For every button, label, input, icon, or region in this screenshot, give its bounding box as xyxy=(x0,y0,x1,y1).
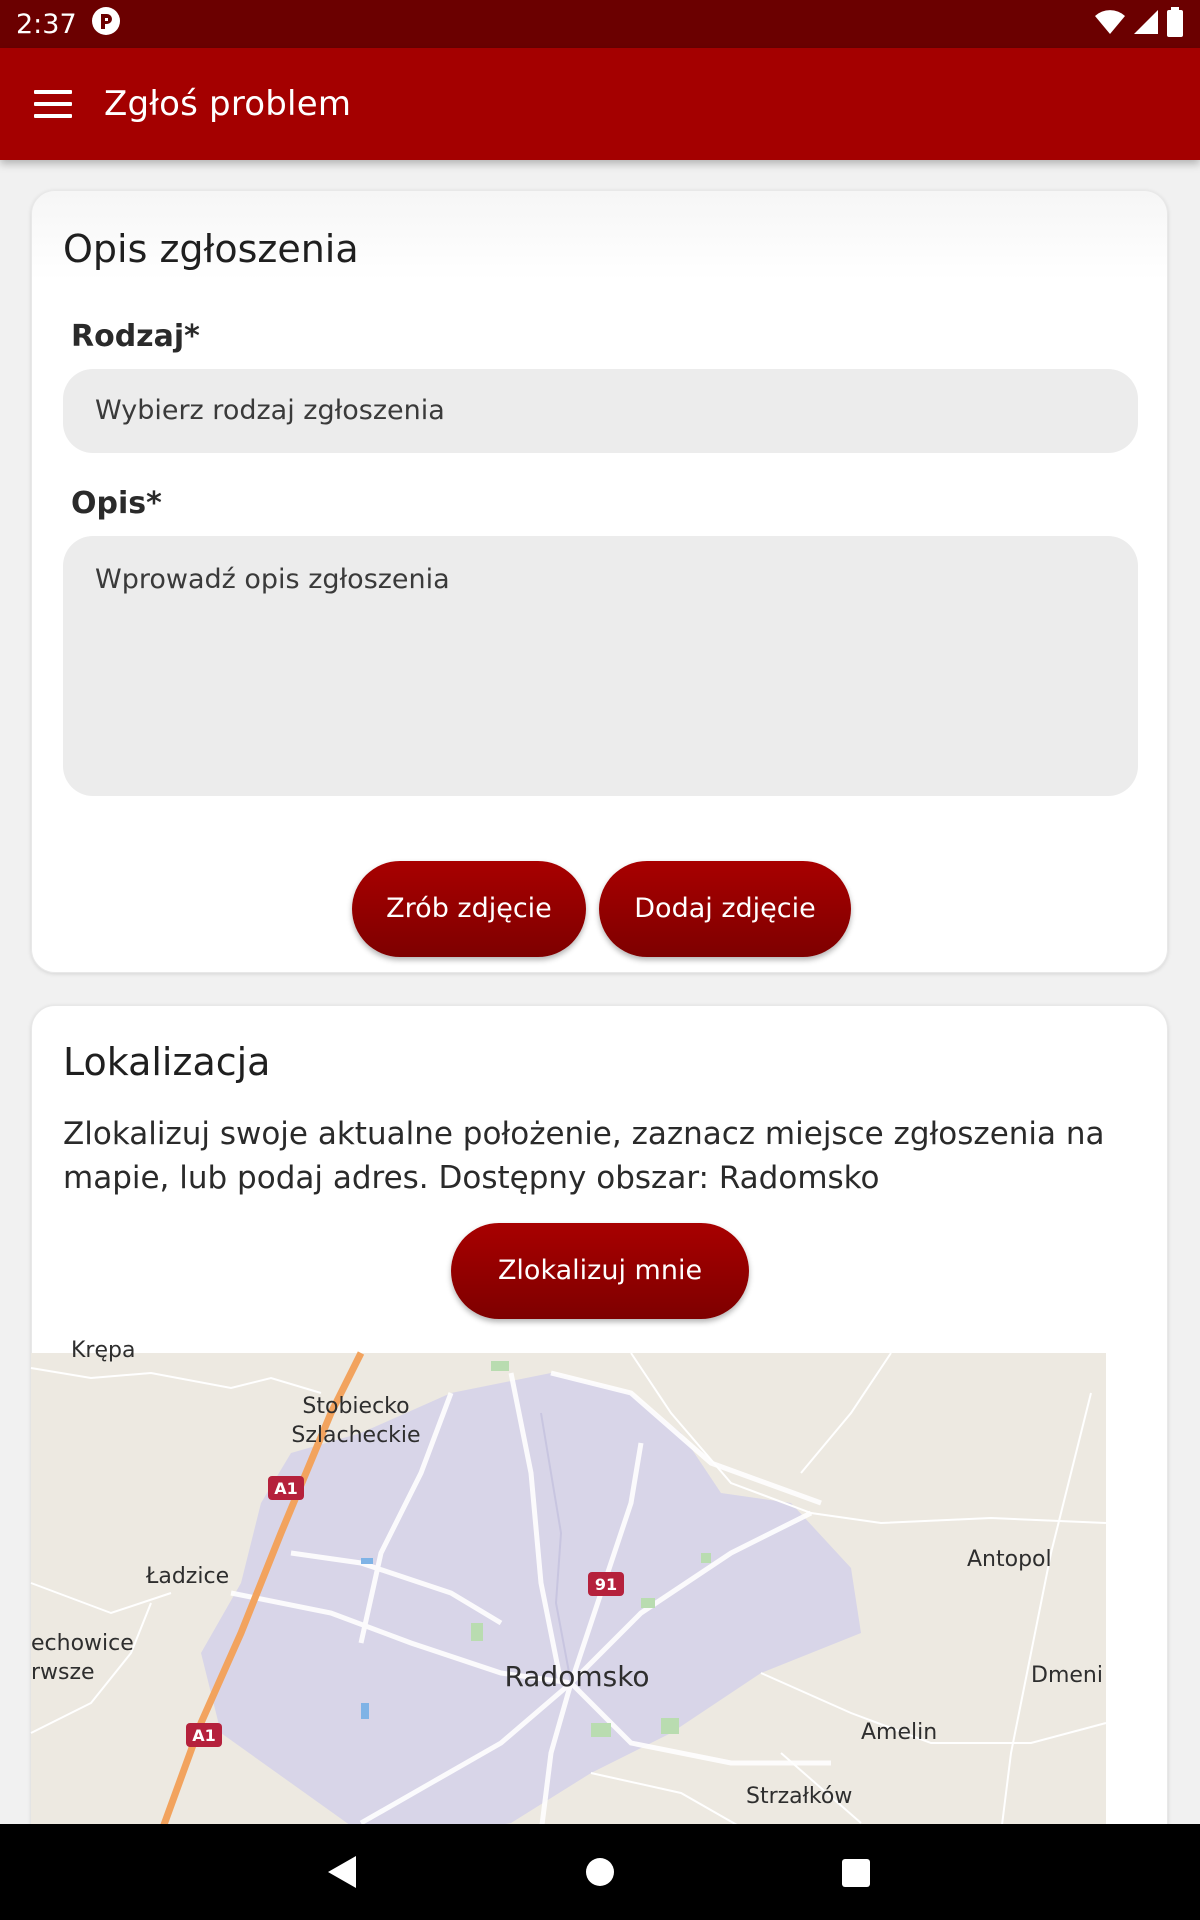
road-badge-a1-bottom xyxy=(186,1723,222,1747)
hamburger-menu-icon[interactable] xyxy=(34,84,74,124)
map-view[interactable] xyxy=(31,1338,1106,1833)
take-photo-button[interactable]: Zrób zdjęcie xyxy=(352,861,586,957)
status-time: 2:37 xyxy=(16,8,77,40)
type-label: Rodzaj* xyxy=(71,319,200,354)
add-photo-button[interactable]: Dodaj zdjęcie xyxy=(599,861,851,957)
report-description-card xyxy=(31,190,1168,973)
map-label-stobiecko-1: Stobiecko xyxy=(302,1394,410,1419)
map-label-ladzice: Ładzice xyxy=(146,1564,230,1589)
locate-me-button[interactable]: Zlokalizuj mnie xyxy=(451,1223,749,1319)
location-description: Zlokalizuj swoje aktualne położenie, zaznacz miejsce zgłoszenia na mapie, lub podaj adres. Dostępny obszar: Radomsko xyxy=(63,1116,1105,1196)
description-label: Opis* xyxy=(71,486,162,521)
cell-signal-icon xyxy=(1132,8,1160,40)
battery-icon xyxy=(1166,7,1184,41)
status-bar xyxy=(0,0,1200,48)
home-icon[interactable] xyxy=(585,1857,615,1891)
type-select[interactable] xyxy=(63,369,1138,453)
svg-text:A1: A1 xyxy=(274,1479,298,1498)
description-textarea[interactable] xyxy=(63,536,1138,796)
app-bar xyxy=(0,48,1200,160)
map-label-amelin: Amelin xyxy=(861,1720,938,1745)
description-placeholder: Wprowadź opis zgłoszenia xyxy=(95,564,450,595)
wifi-icon xyxy=(1094,8,1126,40)
report-card-title: Opis zgłoszenia xyxy=(63,227,359,271)
map-label-radomsko: Radomsko xyxy=(504,1660,650,1693)
svg-text:A1: A1 xyxy=(192,1726,216,1745)
location-card-title: Lokalizacja xyxy=(63,1040,271,1084)
water-area-2 xyxy=(361,1703,369,1719)
map-canvas[interactable] xyxy=(31,1338,1106,1833)
page-title: Zgłoś problem xyxy=(104,84,352,124)
map-label-krepa: Krępa xyxy=(71,1338,136,1363)
system-navigation-bar xyxy=(0,1824,1200,1920)
road-badge-a1-top xyxy=(268,1476,304,1500)
map-label-bobrowice-2: rwsze xyxy=(31,1660,95,1685)
map-label-stobiecko-2: Szlacheckie xyxy=(291,1423,421,1448)
type-select-placeholder: Wybierz rodzaj zgłoszenia xyxy=(95,395,445,426)
map-label-bobrowice-1: echowice xyxy=(31,1631,134,1656)
water-area xyxy=(361,1558,373,1564)
map-label-strzalkow: Strzałków xyxy=(746,1784,853,1809)
app-notification-icon xyxy=(91,6,121,43)
recents-icon[interactable] xyxy=(841,1858,871,1892)
back-icon[interactable] xyxy=(326,1854,358,1894)
map-label-antopol: Antopol xyxy=(967,1547,1052,1572)
road-badge-91 xyxy=(588,1572,624,1596)
svg-text:91: 91 xyxy=(594,1575,618,1594)
map-label-dmenin: Dmeni xyxy=(1031,1663,1103,1688)
